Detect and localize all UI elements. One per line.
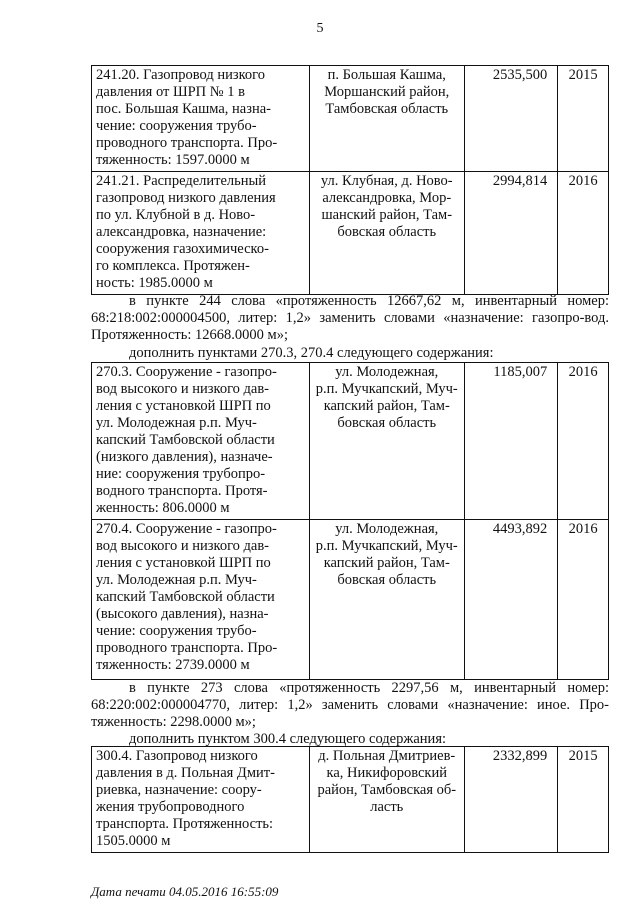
item-address: д. Польная Дмитриев- ка, Никифоровский район, Тамбовская об- ласть xyxy=(309,747,464,853)
item-description: 300.4. Газопровод низкого давления в д. Польная Дмит- риевка, назначение: соору- жения трубопроводного транспорта. Протяженность: 1505.0000 м xyxy=(92,747,310,853)
item-value: 1185,007 xyxy=(464,363,557,520)
amendment-paragraph: дополнить пунктом 300.4 следующего содержания: xyxy=(129,731,447,747)
print-date-footer: Дата печати 04.05.2016 16:55:09 xyxy=(91,884,279,899)
item-year: 2015 xyxy=(558,66,609,172)
table-row xyxy=(92,172,609,295)
amendment-paragraph: в пункте 244 слова «протяженность 12667,62 м, инвентарный номер: 68:218:002:000004500, литер: 1,2» заменить словами «назначение: газопро-вод. Протяженность: 12668.0000 м»; xyxy=(91,293,609,343)
table-row xyxy=(92,520,609,680)
item-year: 2015 xyxy=(558,747,609,853)
item-value: 2535,500 xyxy=(464,66,557,172)
table-row xyxy=(92,66,609,172)
item-year: 2016 xyxy=(558,363,609,520)
property-table-3 xyxy=(91,746,609,853)
item-description: 241.21. Распределительный газопровод низкого давления по ул. Клубной в д. Ново- александровка, назначение: сооружения газохимическо- го комплекса. Протяжен- ность: 1985.0000 м xyxy=(92,172,310,295)
table-row xyxy=(92,747,609,853)
page-number: 5 xyxy=(316,21,324,36)
item-address: п. Большая Кашма, Моршанский район, Тамбовская область xyxy=(309,66,464,172)
item-value: 4493,892 xyxy=(464,520,557,680)
item-year: 2016 xyxy=(558,172,609,295)
item-value: 2332,899 xyxy=(464,747,557,853)
item-address: ул. Молодежная, р.п. Мучкапский, Муч- капский район, Там- бовская область xyxy=(309,520,464,680)
property-table-1 xyxy=(91,65,609,295)
amendment-paragraph: дополнить пунктами 270.3, 270.4 следующего содержания: xyxy=(129,345,494,361)
item-value: 2994,814 xyxy=(464,172,557,295)
item-description: 270.3. Сооружение - газопро- вод высокого и низкого дав- ления с установкой ШРП по ул. Молодежная р.п. Муч- капский Тамбовской области (низкого давления), назначе- ние: сооружения трубопро- водного транспорта. Протя- женность: 806.0000 м xyxy=(92,363,310,520)
item-description: 241.20. Газопровод низкого давления от ШРП № 1 в пос. Большая Кашма, назна- чение: сооружения трубо- проводного транспорта. Про- тяженность: 1597.0000 м xyxy=(92,66,310,172)
item-year: 2016 xyxy=(558,520,609,680)
amendment-paragraph: в пункте 273 слова «протяженность 2297,56 м, инвентарный номер: 68:220:002:000004770, литер: 1,2» заменить словами «назначение: иное. Про-тяженность: 2298.0000 м»; xyxy=(91,680,609,730)
item-address: ул. Клубная, д. Ново- александровка, Мор- шанский район, Там- бовская область xyxy=(309,172,464,295)
table-row xyxy=(92,363,609,520)
item-description: 270.4. Сооружение - газопро- вод высокого и низкого дав- ления с установкой ШРП по ул. Молодежная р.п. Муч- капский Тамбовской области (высокого давления), назна- чение: сооружения трубо- проводного транспорта. Про- тяженность: 2739.0000 м xyxy=(92,520,310,680)
property-table-2 xyxy=(91,362,609,680)
item-address: ул. Молодежная, р.п. Мучкапский, Муч- капский район, Там- бовская область xyxy=(309,363,464,520)
